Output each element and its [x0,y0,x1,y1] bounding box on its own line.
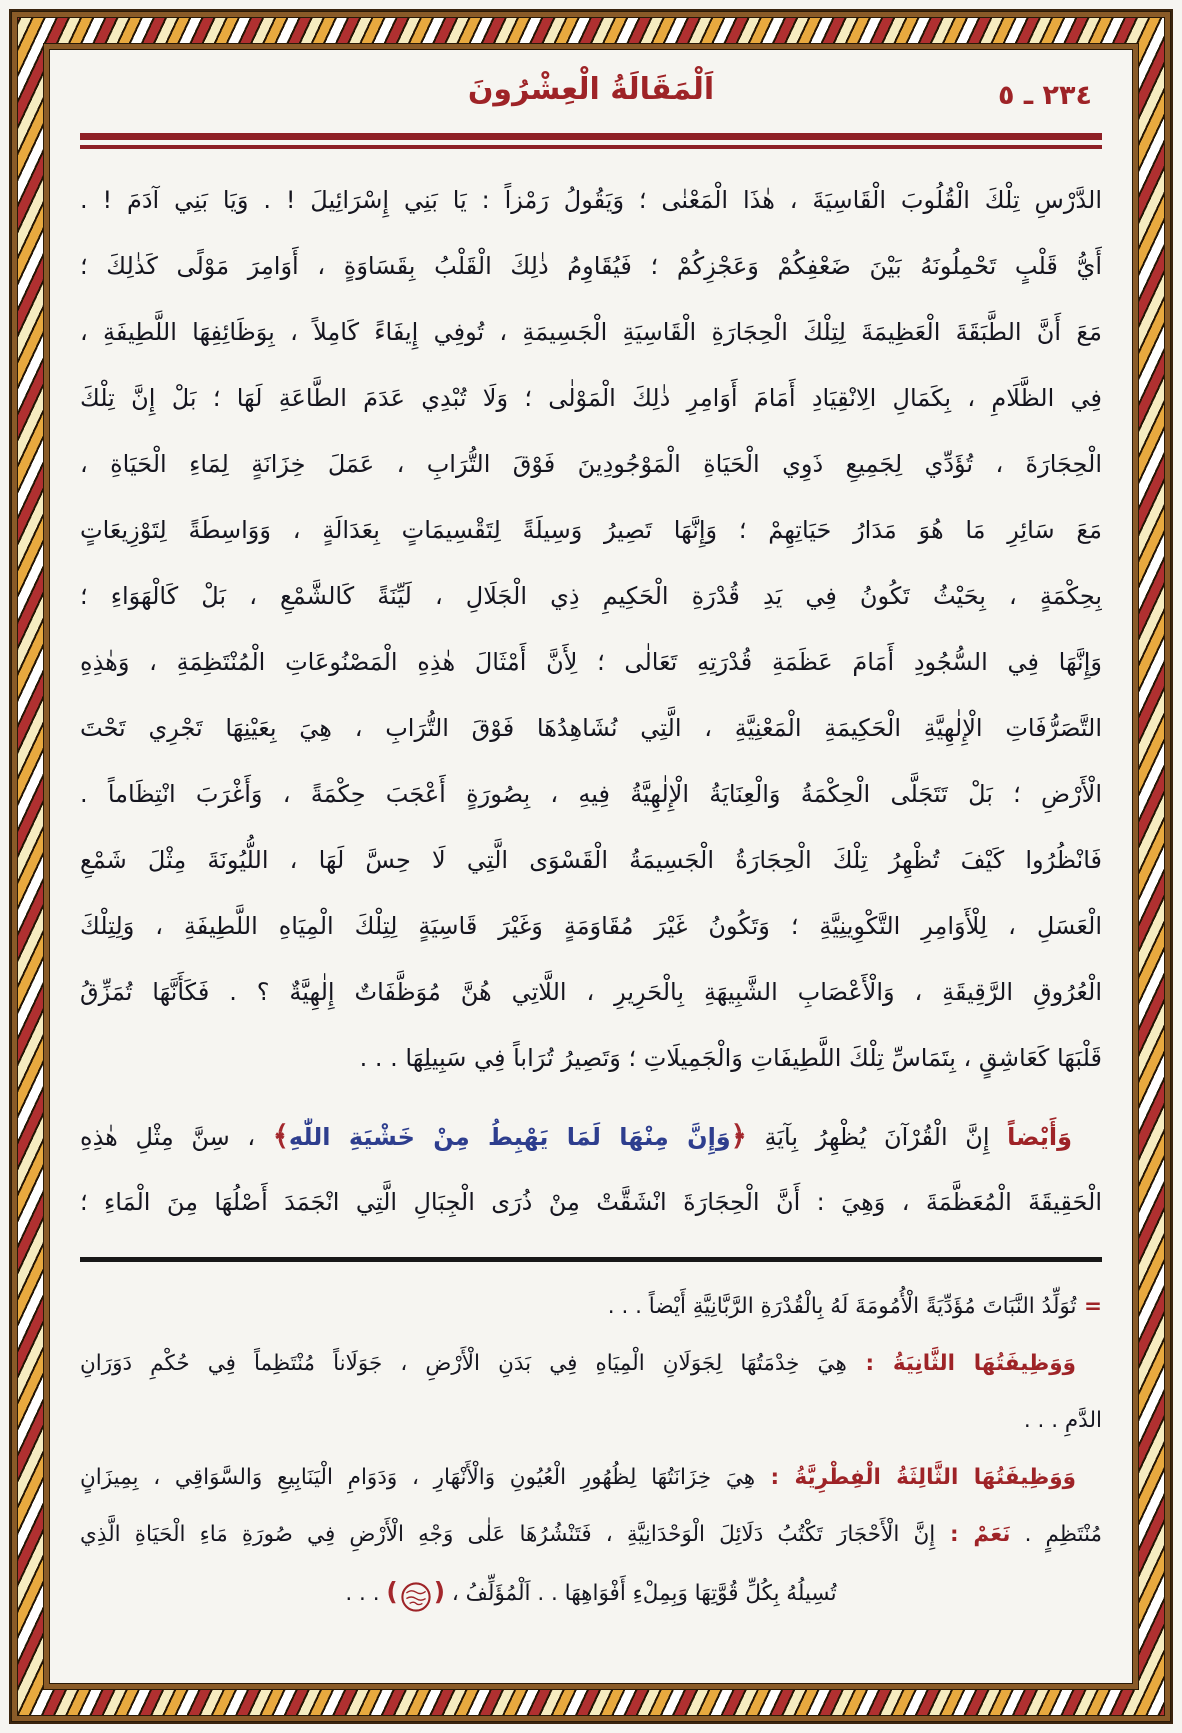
body-line-12 [80,893,1102,959]
footnote-line-5 [80,1506,1102,1563]
page-number: ٢٣٤ ـ ٥ [998,80,1092,111]
footnote-separator [80,1257,1102,1262]
text-segment: مُنْتَظِمٍ . [1010,1522,1102,1547]
text-segment: إِنَّ الْأَحْجَارَ تَكْتُبُ دَلَائِلَ الْوَحْدَانِيَّةِ ، فَتَنْشُرُهَا عَلٰى وَجْهِ الْأَرْضِ فِي صُورَةِ مَاءِ الْحَيَاةِ الَّذِي [80,1522,936,1547]
text-segment: قَلْبَهَا كَعَاشِقٍ ، بِتَمَاسِّ تِلْكَ اللَّطِيفَاتِ وَالْجَمِيلَاتِ ؛ وَتَصِيرُ تُرَاباً فِي سَبِيلِهَا . . . [359,1044,1102,1072]
red-keyword: نَعَمْ : [935,1522,1011,1547]
text-segment: . . . [345,1581,387,1606]
header-rule-thick [80,133,1102,140]
text-segment: الْعَسَلِ ، لِلْأَوَامِرِ التَّكْوِينِيَّةِ ؛ وَتَكُونُ غَيْرَ مُقَاوَمَةٍ وَغَيْرَ قَاسِيَةٍ لِتِلْكَ الْمِيَاهِ اللَّطِيفَةِ ، وَلِتِلْكَ [80,912,1102,940]
text-segment: الْحَقِيقَةَ الْمُعَظَّمَةَ ، وَهِيَ : أَنَّ الْحِجَارَةَ انْشَقَّتْ مِنْ ذُرَى الْجِبَالِ الَّتِي انْجَمَدَ أَصْلُهَا مِنَ الْمَاءِ ؛ [80,1188,1102,1216]
text-segment: بِحِكْمَةٍ ، بِحَيْثُ تَكُونُ فِي يَدِ قُدْرَةِ الْحَكِيمِ ذِي الْجَلَالِ ، لَيِّنَةً كَالشَّمْعِ ، بَلْ كَالْهَوَاءِ ؛ [80,582,1102,610]
quran-verse: وَإِنَّ مِنْهَا لَمَا يَهْبِطُ مِنْ خَشْيَةِ اللّٰهِ [288,1123,731,1151]
body-line-16 [80,1169,1102,1235]
text-segment: الْعُرُوقِ الرَّقِيقَةِ ، وَالْأَعْصَابِ الشَّبِيهَةِ بِالْحَرِيرِ ، اللَّاتِي هُنَّ مُوَظَّفَاتٌ إِلٰهِيَّةٌ ؟ . فَكَأَنَّهَا تُمَزِّقُ [80,978,1102,1006]
footnote-line-4 [80,1449,1102,1506]
text-segment: الْحِجَارَةَ ، تُؤَدِّي لِجَمِيعِ ذَوِي الْحَيَاةِ الْمَوْجُودِينَ فَوْقَ التُّرَابِ ، عَمَلَ خِزَانَةٍ لِمَاءِ الْحَيَاةِ ، [80,450,1102,478]
header-rule-thin [80,145,1102,149]
body-line-7 [80,563,1102,629]
body-line-13 [80,959,1102,1025]
red-keyword: = [1076,1294,1102,1319]
footnote-line-2 [80,1335,1102,1392]
text-segment: تُسِيلُهُ بِكُلِّ قُوَّتِهَا وَبِمِلْءِ أَفْوَاهِهَا . . اَلْمُؤَلِّفُ ، [445,1581,837,1606]
text-segment: إِنَّ الْقُرْآنَ يُظْهِرُ بِآيَةِ [746,1123,1008,1151]
footnote-line-1 [80,1278,1102,1335]
body-line-14 [80,1025,1102,1091]
body-text [80,167,1102,1235]
author-seal-icon [400,1578,432,1610]
text-segment: مَعَ سَائِرِ مَا هُوَ مَدَارُ حَيَاتِهِمْ ؛ وَإِنَّهَا تَصِيرُ وَسِيلَةً لِتَقْسِيمَاتٍ بِعَدَالَةٍ ، وَوَاسِطَةً لِتَوْزِيعَاتٍ [80,516,1102,544]
red-keyword: وَأَيْضاً [1007,1123,1072,1151]
text-segment: الْأَرْضِ ؛ بَلْ تَتَجَلَّى الْحِكْمَةُ وَالْعِنَايَةُ الْإِلٰهِيَّةُ فِيهِ ، بِصُورَةٍ أَعْجَبَ حِكْمَةً ، وَأَغْرَبَ انْتِظَاماً . [80,780,1102,808]
verse-bracket-icon: ) [386,1577,398,1606]
body-line-15 [80,1103,1102,1169]
body-line-8 [80,629,1102,695]
text-segment: أَيُّ قَلْبٍ تَحْمِلُونَهُ بَيْنَ ضَعْفِكُمْ وَعَجْزِكُمْ ؛ فَيُقَاوِمُ ذٰلِكَ الْقَلْبُ بِقَسَاوَةٍ ، أَوَامِرَ مَوْلًى كَذٰلِكَ ؛ [80,252,1102,280]
verse-bracket-icon: ( [433,1577,446,1606]
body-line-11 [80,827,1102,893]
red-keyword: وَوَظِيفَتُهَا الثَّانِيَةُ : [846,1351,1076,1376]
footnote [80,1278,1102,1620]
text-segment: التَّصَرُّفَاتِ الْإِلٰهِيَّةِ الْحَكِيمَةِ الْمَعْنِيَّةِ ، الَّتِي نُشَاهِدُهَا فَوْقَ التُّرَابِ ، هِيَ بِعَيْنِهَا تَجْرِي تَحْتَ [80,714,1102,742]
text-segment: وَإِنَّهَا فِي السُّجُودِ أَمَامَ عَظَمَةِ قُدْرَتِهِ تَعَالٰى ؛ لِأَنَّ أَمْثَالَ هٰذِهِ الْمَصْنُوعَاتِ الْمُنْتَظِمَةِ ، وَهٰذِهِ [80,648,1102,676]
page-title: اَلْمَقَالَةُ الْعِشْرُونَ [467,72,715,107]
body-line-1 [80,167,1102,233]
red-keyword: وَوَظِيفَتُهَا الثَّالِثَةُ الْفِطْرِيَّةُ : [755,1465,1076,1490]
footnote-line-6 [80,1563,1102,1620]
page-header [80,58,1102,124]
text-segment: الدَّرْسِ تِلْكَ الْقُلُوبَ الْقَاسِيَةَ ، هٰذَا الْمَعْنٰى ؛ وَيَقُولُ رَمْزاً : يَا بَنِي إِسْرَائِيلَ ! . وَيَا بَنِي آدَمَ ! . [80,186,1102,214]
body-line-3 [80,299,1102,365]
body-line-6 [80,497,1102,563]
text-segment: ، سِنَّ مِثْلِ هٰذِهِ [80,1123,273,1151]
text-segment: هِيَ خِدْمَتُهَا لِجَوَلَانِ الْمِيَاهِ فِي بَدَنِ الْأَرْضِ ، جَوَلَاناً مُنْتَظِماً فِي حُكْمِ دَوَرَانِ [80,1351,847,1376]
footnote-line-3 [80,1392,1102,1449]
verse-bracket-icon: ﴿ [730,1119,747,1152]
text-segment: الدَّمِ . . . [1023,1408,1102,1433]
text-segment: هِيَ خِزَانَتُهَا لِظُهُورِ الْعُيُونِ وَالْأَنْهَارِ ، وَدَوَامِ الْيَنَابِيعِ وَالسَّوَاقِي ، بِمِيزَانٍ [80,1465,756,1490]
text-segment: تُوَلِّدُ النَّبَاتَ مُؤَدِّيَةً الْأُمُومَةَ لَهُ بِالْقُدْرَةِ الرَّبَّانِيَّةِ أَيْضاً . . . [607,1294,1077,1319]
text-segment: فِي الظَّلَامِ ، بِكَمَالِ الِانْقِيَادِ أَمَامَ أَوَامِرِ ذٰلِكَ الْمَوْلٰى ؛ وَلَا تُبْدِي عَدَمَ الطَّاعَةِ لَهَا ؛ بَلْ إِنَّ تِلْكَ [80,384,1102,412]
body-line-10 [80,761,1102,827]
text-segment: مَعَ أَنَّ الطَّبَقَةَ الْعَظِيمَةَ لِتِلْكَ الْحِجَارَةِ الْقَاسِيَةِ الْجَسِيمَةِ ، تُوفِي إِيفَاءً كَامِلاً ، بِوَظَائِفِهَا اللَّطِيفَةِ ، [80,318,1102,346]
body-line-2 [80,233,1102,299]
body-line-4 [80,365,1102,431]
body-line-9 [80,695,1102,761]
body-line-5 [80,431,1102,497]
page-content [80,58,1102,1673]
text-segment: فَانْظُرُوا كَيْفَ تُظْهِرُ تِلْكَ الْحِجَارَةُ الْجَسِيمَةُ الْقَسْوَى الَّتِي لَا حِسَّ لَهَا ، اللُّيُونَةَ مِثْلَ شَمْعِ [80,846,1102,874]
verse-bracket-icon: ﴾ [272,1119,289,1152]
